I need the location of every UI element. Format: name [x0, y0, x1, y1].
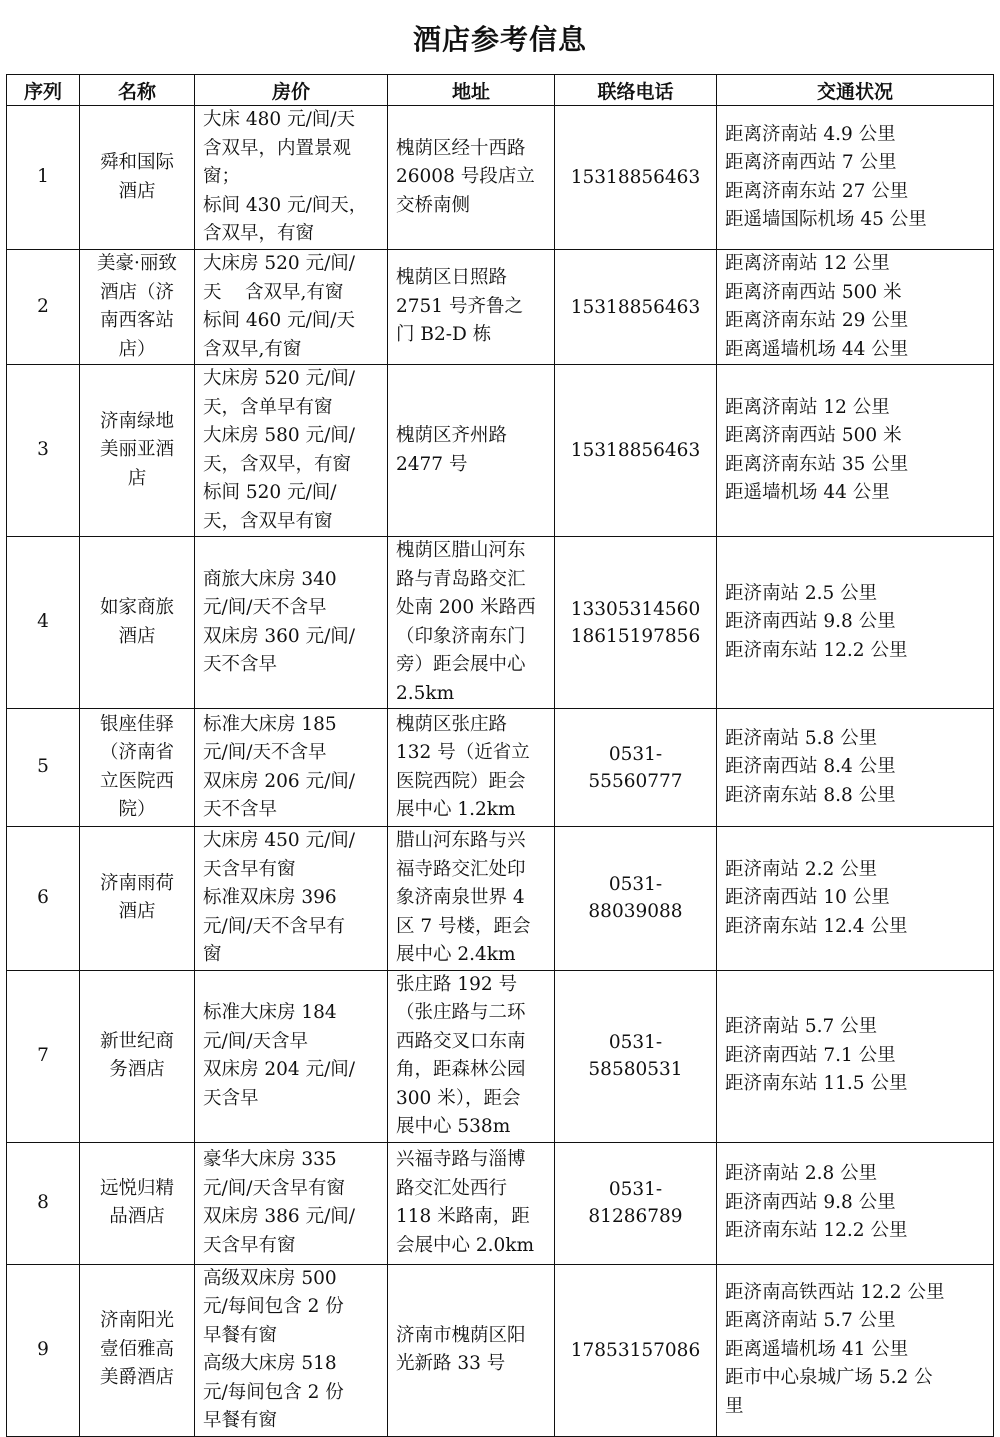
room-price-cell — [195, 1142, 388, 1264]
hotel-address-line: 132 号（近省立 — [396, 742, 530, 763]
traffic-info-cell — [717, 106, 994, 250]
contact-phone-line: 0531-55560777 — [588, 743, 683, 792]
traffic-info-line: 距离济南西站 7 公里 — [725, 152, 897, 173]
room-price-line: 天含早 — [203, 1087, 259, 1109]
hotel-address-line: 光新路 33 号 — [396, 1353, 506, 1374]
room-price-cell — [195, 1264, 388, 1436]
traffic-info-line: 距济南东站 11.5 公里 — [725, 1073, 908, 1095]
room-price-cell — [195, 827, 388, 971]
hotel-name-cell — [80, 1264, 195, 1436]
hotel-address-line: 张庄路 192 号 — [396, 973, 518, 995]
hotel-address-cell — [388, 1264, 555, 1436]
room-price-cell — [195, 250, 388, 365]
traffic-info-line: 距济南西站 9.8 公里 — [725, 611, 896, 633]
hotel-name-line: 舜和国际 — [99, 152, 174, 173]
room-price-line: 大床房 450 元/间/ — [203, 830, 356, 851]
traffic-info-line: 距济南站 2.5 公里 — [725, 582, 878, 604]
hotel-name-line: 济南阳光 — [99, 1310, 174, 1332]
header-row — [7, 75, 994, 106]
room-price-line: 元/间/天不含早 — [203, 597, 327, 618]
hotel-address-cell — [388, 250, 555, 365]
hotel-address-line: 会展中心 2.0km — [396, 1234, 535, 1256]
contact-phone-cell — [555, 1142, 717, 1264]
hotel-name-line: 立医院西 — [99, 770, 174, 792]
room-price-line: 大床房 520 元/间/ — [203, 368, 356, 389]
hotel-name-line: 酒店 — [118, 625, 156, 647]
traffic-info-cell — [717, 970, 994, 1142]
hotel-address-line: 兴福寺路与淄博 — [396, 1149, 526, 1170]
hotel-name-cell — [80, 250, 195, 365]
table-row — [7, 537, 994, 709]
contact-phone-line: 0531-58580531 — [588, 1032, 683, 1080]
room-price-cell — [195, 365, 388, 537]
hotel-name-line: 店 — [127, 467, 147, 489]
traffic-info-line: 距离济南站 5.7 公里 — [725, 1310, 896, 1332]
hotel-address-cell — [388, 709, 555, 827]
hotel-address-line: 区 7 号楼，距会 — [396, 915, 531, 937]
header-address: 地址 — [388, 75, 555, 106]
traffic-info-line: 距遥墙国际机场 45 公里 — [725, 209, 927, 230]
contact-phone-line: 18615197856 — [570, 625, 701, 647]
traffic-info-cell — [717, 709, 994, 827]
hotel-address-line: 展中心 538m — [396, 1116, 511, 1137]
traffic-info-line: 距济南东站 12.2 公里 — [725, 639, 908, 661]
hotel-name-line: 壹佰雅高 — [99, 1338, 174, 1360]
traffic-info-cell — [717, 365, 994, 537]
hotel-name-line: 务酒店 — [109, 1059, 165, 1080]
table-body — [7, 106, 994, 1437]
header-index: 序列 — [7, 75, 80, 106]
room-price-line: 天含早有窗 — [203, 858, 296, 880]
row-index-cell — [7, 250, 80, 365]
room-price-line: 豪华大床房 335 — [203, 1149, 337, 1170]
traffic-info-line: 距济南西站 7.1 公里 — [725, 1044, 896, 1066]
hotel-name-line: 南西客站 — [99, 310, 174, 331]
room-price-line: 大床房 580 元/间/ — [203, 425, 356, 446]
traffic-info-line: 距离济南东站 35 公里 — [725, 453, 909, 475]
room-price-line: 双床房 360 元/间/ — [203, 625, 356, 647]
hotel-address-cell — [388, 537, 555, 709]
row-index-line: 4 — [37, 611, 49, 633]
hotel-address-line: 西路交叉口东南 — [396, 1030, 526, 1052]
hotel-address-line: 2477 号 — [396, 453, 468, 475]
room-price-line: 元/间/天含早 — [203, 1030, 308, 1052]
hotel-name-line: 酒店 — [118, 901, 156, 923]
traffic-info-line: 距离济南站 12 公里 — [725, 396, 890, 418]
room-price-line: 标间 460 元/间/天 — [203, 310, 356, 331]
contact-phone-line: 17853157086 — [570, 1339, 701, 1361]
room-price-line: 天含早有窗 — [203, 1234, 296, 1256]
row-index-line: 1 — [37, 166, 49, 188]
traffic-info-line: 距离济南东站 27 公里 — [725, 180, 909, 202]
hotel-address-line: 26008 号段店立 — [396, 166, 535, 188]
row-index-cell — [7, 827, 80, 971]
hotel-address-line: 300 米），距会 — [396, 1087, 521, 1109]
hotel-name-cell — [80, 106, 195, 250]
room-price-line: 含双早，有窗 — [203, 223, 315, 245]
hotel-info-table — [6, 74, 994, 1437]
room-price-line: 标准大床房 184 — [203, 1002, 337, 1023]
hotel-name-line: 如家商旅 — [99, 597, 174, 618]
contact-phone-cell — [555, 970, 717, 1142]
row-index-line: 6 — [37, 887, 49, 908]
row-index-cell — [7, 1142, 80, 1264]
header-price: 房价 — [195, 75, 388, 106]
hotel-name-cell — [80, 1142, 195, 1264]
hotel-name-cell — [80, 970, 195, 1142]
header-name: 名称 — [80, 75, 195, 106]
contact-phone-line: 13305314560 — [570, 598, 701, 620]
contact-phone-cell — [555, 365, 717, 537]
hotel-address-line: （印象济南东门 — [396, 625, 526, 647]
hotel-address-cell — [388, 1142, 555, 1264]
traffic-info-line: 距济南东站 12.4 公里 — [725, 915, 908, 937]
traffic-info-line: 距离济南站 12 公里 — [725, 253, 890, 274]
traffic-info-line: 距离济南西站 500 米 — [725, 425, 902, 446]
table-row — [7, 250, 994, 365]
contact-phone-cell — [555, 537, 717, 709]
room-price-line: 高级双床房 500 — [203, 1267, 337, 1289]
header-phone: 联络电话 — [555, 75, 717, 106]
contact-phone-cell — [555, 709, 717, 827]
hotel-name-cell — [80, 709, 195, 827]
hotel-name-line: 新世纪商 — [99, 1030, 174, 1052]
traffic-info-line: 距济南西站 10 公里 — [725, 887, 890, 908]
table-row — [7, 106, 994, 250]
row-index-cell — [7, 1264, 80, 1436]
room-price-cell — [195, 106, 388, 250]
hotel-address-line: 槐荫区经十西路 — [396, 137, 526, 159]
hotel-address-line: 展中心 1.2km — [396, 799, 516, 820]
traffic-info-line: 距济南站 2.2 公里 — [725, 858, 878, 880]
traffic-info-line: 距济南东站 12.2 公里 — [725, 1220, 908, 1242]
hotel-name-line: 品酒店 — [109, 1206, 165, 1227]
row-index-cell — [7, 970, 80, 1142]
traffic-info-line: 距济南东站 8.8 公里 — [725, 784, 896, 806]
room-price-cell — [195, 537, 388, 709]
row-index-line: 8 — [37, 1191, 49, 1213]
hotel-name-cell — [80, 365, 195, 537]
hotel-address-line: 展中心 2.4km — [396, 944, 516, 965]
room-price-line: 标准双床房 396 — [203, 887, 337, 908]
hotel-address-cell — [388, 365, 555, 537]
row-index-line: 5 — [37, 756, 49, 778]
hotel-name-line: 济南雨荷 — [99, 872, 174, 894]
hotel-name-line: 店） — [118, 338, 156, 360]
contact-phone-line: 15318856463 — [570, 440, 701, 461]
room-price-line: 早餐有窗 — [203, 1410, 278, 1431]
hotel-address-line: 槐荫区齐州路 — [396, 425, 508, 446]
room-price-line: 双床房 204 元/间/ — [203, 1059, 356, 1080]
header-traffic: 交通状况 — [717, 75, 994, 106]
table-row — [7, 1142, 994, 1264]
room-price-line: 元/间/天不含早有 — [203, 915, 345, 937]
traffic-info-line: 距济南西站 8.4 公里 — [725, 756, 896, 778]
hotel-address-line: 医院西院）距会 — [396, 770, 526, 792]
room-price-line: 标间 430 元/间天， — [203, 194, 368, 216]
traffic-info-line: 距离济南东站 29 公里 — [725, 310, 909, 331]
contact-phone-line: 15318856463 — [570, 167, 701, 188]
contact-phone-line: 15318856463 — [570, 296, 701, 318]
page-title: 酒店参考信息 — [412, 23, 587, 56]
hotel-address-line: 门 B2-D 栋 — [396, 324, 492, 346]
contact-phone-cell — [555, 827, 717, 971]
room-price-line: 元/每间包含 2 份 — [203, 1381, 344, 1403]
contact-phone-cell — [555, 1264, 717, 1436]
traffic-info-line: 距济南站 5.7 公里 — [725, 1016, 878, 1038]
hotel-address-cell — [388, 970, 555, 1142]
row-index-cell — [7, 106, 80, 250]
traffic-info-line: 距济南西站 9.8 公里 — [725, 1191, 896, 1213]
hotel-name-line: 酒店 — [118, 180, 156, 202]
room-price-line: 大床 480 元/间/天 — [203, 109, 356, 131]
hotel-name-cell — [80, 537, 195, 709]
hotel-address-line: 济南市槐荫区阳 — [396, 1324, 526, 1346]
traffic-info-line: 距市中心泉城广场 5.2 公 — [725, 1367, 933, 1389]
hotel-address-line: 路与青岛路交汇 — [396, 568, 526, 590]
hotel-address-line: 2751 号齐鲁之 — [396, 295, 523, 317]
hotel-name-line: 美丽亚酒 — [99, 439, 174, 461]
contact-phone-line: 0531-81286789 — [588, 1179, 683, 1227]
room-price-cell — [195, 709, 388, 827]
table-row — [7, 970, 994, 1142]
room-price-line: 高级大床房 518 — [203, 1353, 337, 1374]
row-index-cell — [7, 537, 80, 709]
row-index-line: 3 — [37, 439, 49, 461]
hotel-address-line: 槐荫区腊山河东 — [396, 540, 526, 561]
contact-phone-cell — [555, 106, 717, 250]
hotel-address-line: 福寺路交汇处印 — [396, 858, 526, 880]
room-price-line: 双床房 386 元/间/ — [203, 1206, 356, 1227]
row-index-line: 9 — [37, 1338, 49, 1360]
table-row — [7, 365, 994, 537]
hotel-name-line: 远悦归精 — [99, 1177, 174, 1199]
hotel-address-cell — [388, 106, 555, 250]
hotel-address-line: 处南 200 米路西 — [396, 597, 536, 618]
traffic-info-line: 距遥墙机场 44 公里 — [725, 482, 890, 503]
hotel-address-line: 2.5km — [396, 682, 455, 704]
hotel-name-line: 酒店（济 — [99, 281, 174, 303]
room-price-line: 天，含双早有窗 — [203, 510, 333, 532]
hotel-name-line: 银座佳驿 — [99, 713, 174, 735]
table-row — [7, 709, 994, 827]
room-price-line: 天不含早 — [203, 654, 278, 675]
hotel-address-line: 角，距森林公园 — [396, 1059, 526, 1080]
table-row — [7, 827, 994, 971]
traffic-info-line: 距离遥墙机场 44 公里 — [725, 338, 909, 360]
row-index-cell — [7, 365, 80, 537]
hotel-name-line: 院） — [118, 799, 156, 820]
room-price-line: 含双早，内置景观 — [203, 137, 352, 159]
traffic-info-line: 距离济南站 4.9 公里 — [725, 123, 896, 145]
hotel-address-line: 交桥南侧 — [396, 194, 471, 216]
contact-phone-line: 0531-88039088 — [588, 874, 683, 923]
room-price-line: 元/间/天含早有窗 — [203, 1177, 345, 1199]
hotel-address-line: （张庄路与二环 — [396, 1002, 526, 1023]
room-price-line: 天，含单早有窗 — [203, 396, 333, 418]
hotel-address-line: 象济南泉世界 4 — [396, 887, 525, 908]
room-price-line: 天不含早 — [203, 799, 278, 820]
traffic-info-line: 距济南站 5.8 公里 — [725, 727, 878, 749]
room-price-line: 含双早,有窗 — [203, 338, 302, 360]
row-index-line: 2 — [37, 295, 49, 317]
hotel-name-line: 美豪·丽致 — [97, 253, 177, 274]
hotel-address-line: 槐荫区张庄路 — [396, 713, 508, 735]
room-price-line: 双床房 206 元/间/ — [203, 770, 356, 792]
hotel-address-line: 118 米路南，距 — [396, 1206, 530, 1227]
room-price-line: 标准大床房 185 — [203, 713, 337, 735]
traffic-info-cell — [717, 827, 994, 971]
room-price-line: 元/每间包含 2 份 — [203, 1296, 344, 1317]
hotel-address-line: 槐荫区日照路 — [396, 267, 508, 289]
hotel-address-line: 旁）距会展中心 — [396, 654, 526, 675]
room-price-line: 窗； — [203, 166, 241, 188]
row-index-line: 7 — [37, 1044, 49, 1066]
room-price-line: 早餐有窗 — [203, 1324, 278, 1346]
hotel-name-cell — [80, 827, 195, 971]
traffic-info-line: 里 — [725, 1395, 744, 1417]
hotel-address-line: 路交汇处西行 — [396, 1177, 508, 1199]
hotel-name-line: 美爵酒店 — [99, 1367, 174, 1389]
hotel-name-line: （济南省 — [99, 742, 174, 763]
room-price-line: 窗 — [203, 944, 222, 965]
traffic-info-line: 距离遥墙机场 41 公里 — [725, 1338, 909, 1360]
traffic-info-cell — [717, 250, 994, 365]
room-price-cell — [195, 970, 388, 1142]
room-price-line: 商旅大床房 340 — [203, 568, 337, 590]
traffic-info-cell — [717, 1264, 994, 1436]
hotel-name-line: 济南绿地 — [99, 410, 174, 432]
table-row — [7, 1264, 994, 1436]
contact-phone-cell — [555, 250, 717, 365]
hotel-address-cell — [388, 827, 555, 971]
row-index-cell — [7, 709, 80, 827]
traffic-info-cell — [717, 537, 994, 709]
traffic-info-cell — [717, 1142, 994, 1264]
room-price-line: 天，含双早，有窗 — [203, 453, 352, 475]
traffic-info-line: 距济南高铁西站 12.2 公里 — [725, 1281, 945, 1303]
room-price-line: 标间 520 元/间/ — [203, 482, 337, 503]
room-price-line: 元/间/天不含早 — [203, 742, 327, 763]
room-price-line: 大床房 520 元/间/ — [203, 253, 356, 274]
traffic-info-line: 距济南站 2.8 公里 — [725, 1163, 878, 1185]
room-price-line: 天 含双早,有窗 — [203, 281, 344, 303]
traffic-info-line: 距离济南西站 500 米 — [725, 281, 902, 303]
hotel-address-line: 腊山河东路与兴 — [396, 830, 526, 851]
